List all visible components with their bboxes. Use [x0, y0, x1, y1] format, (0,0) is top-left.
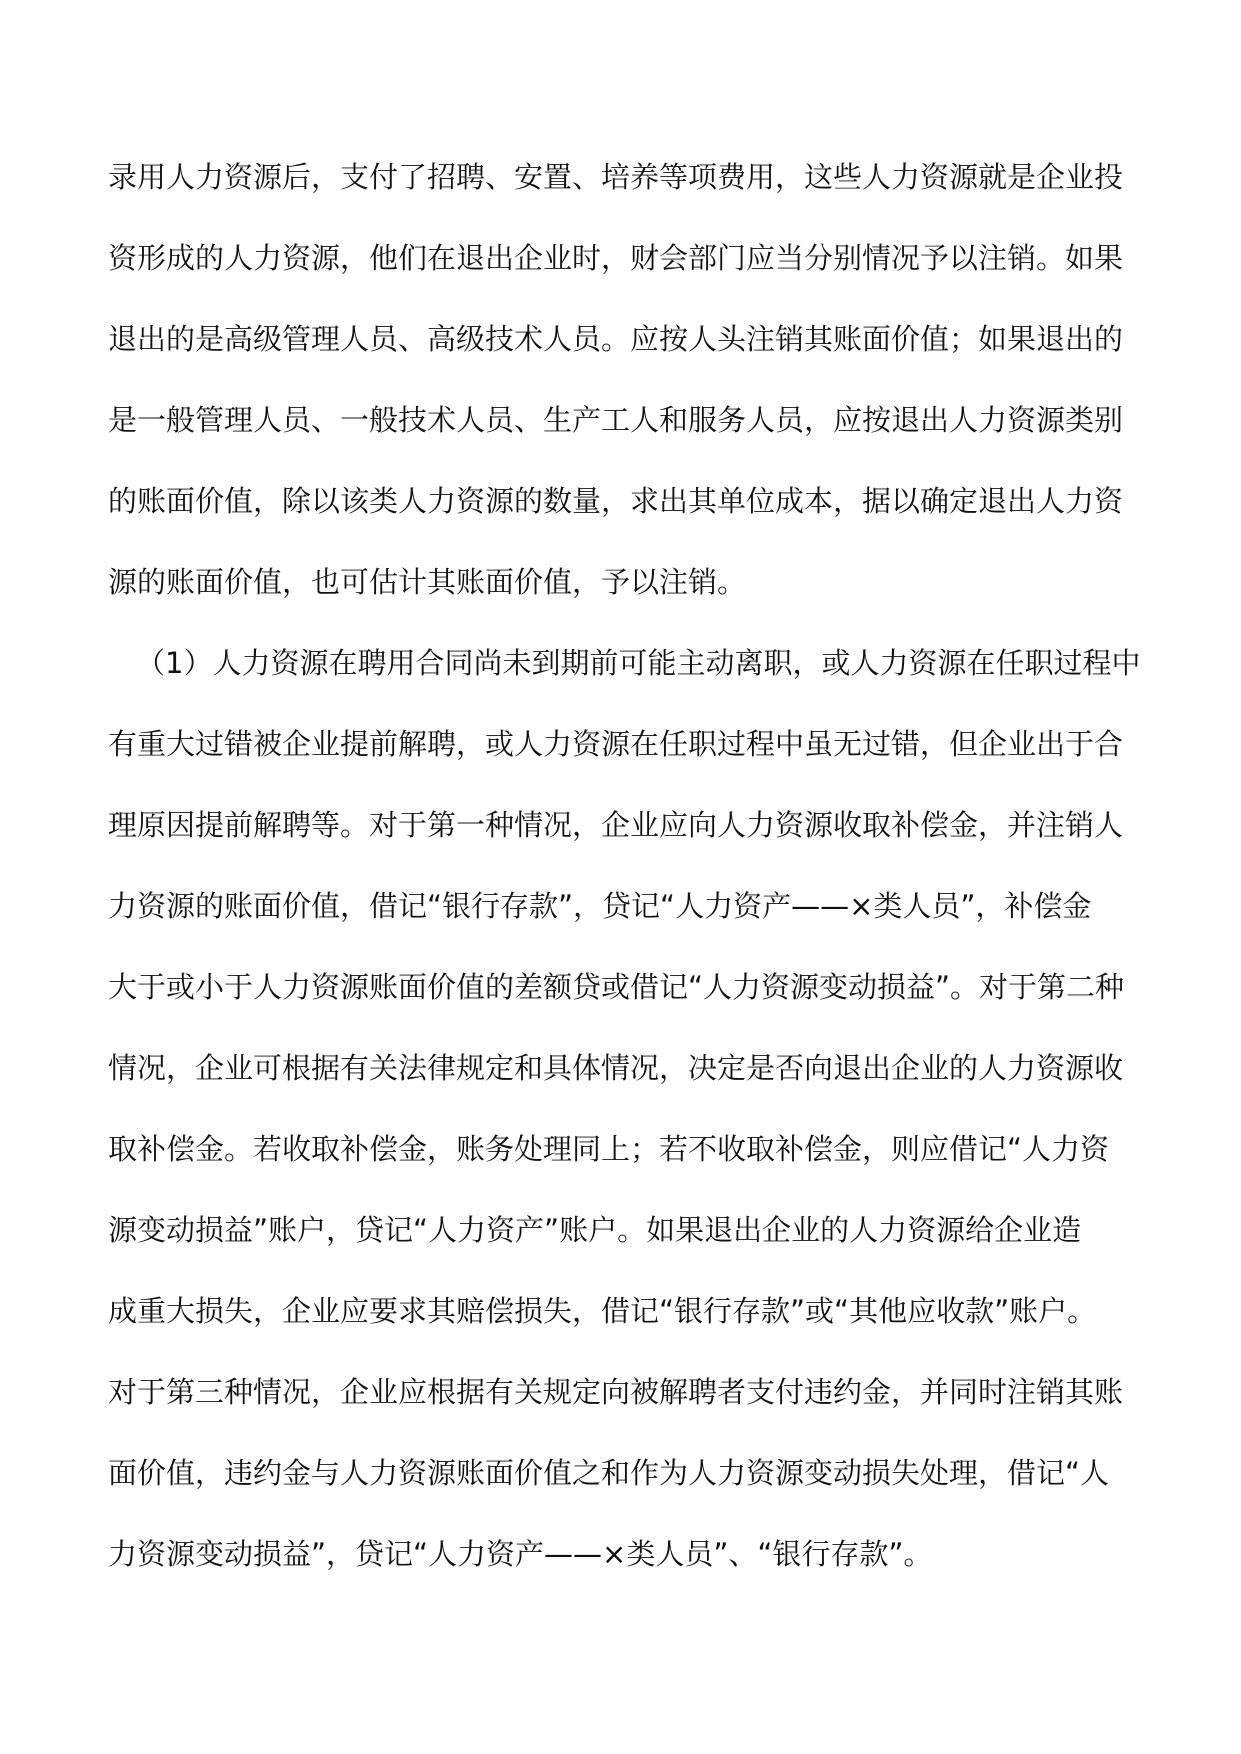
paragraph-1 [108, 162, 1140, 648]
text-line: 录用人力资源后，支付了招聘、安置、培养等项费用，这些人力资源就是企业投 [108, 162, 1124, 194]
text-line: 是一般管理人员、一般技术人员、生产工人和服务人员，应按退出人力资源类别 [108, 405, 1124, 437]
text-line: 对于第三种情况，企业应根据有关规定向被解聘者支付违约金，并同时注销其账 [108, 1377, 1124, 1409]
text-line: 力资源的账面价值，借记“银行存款”，贷记“人力资产——×类人员”，补偿金 [108, 891, 1092, 923]
paragraph-2 [108, 648, 1140, 1620]
text-line: （1）人力资源在聘用合同尚未到期前可能主动离职，或人力资源在任职过程中 [136, 648, 1140, 680]
text-line: 退出的是高级管理人员、高级技术人员。应按人头注销其账面价值；如果退出的 [108, 324, 1124, 356]
text-line: 成重大损失，企业应要求其赔偿损失，借记“银行存款”或“其他应收款”账户。 [108, 1296, 1097, 1328]
text-line: 有重大过错被企业提前解聘，或人力资源在任职过程中虽无过错，但企业出于合 [108, 729, 1124, 761]
document-body [108, 162, 1140, 1620]
text-line: 大于或小于人力资源账面价值的差额贷或借记“人力资源变动损益”。对于第二种 [108, 972, 1125, 1004]
text-line: 资形成的人力资源，他们在退出企业时，财会部门应当分别情况予以注销。如果 [108, 243, 1124, 275]
text-line: 理原因提前解聘等。对于第一种情况，企业应向人力资源收取补偿金，并注销人 [108, 810, 1124, 842]
text-line: 情况，企业可根据有关法律规定和具体情况，决定是否向退出企业的人力资源收 [108, 1053, 1124, 1085]
text-line: 的账面价值，除以该类人力资源的数量，求出其单位成本，据以确定退出人力资 [108, 486, 1124, 518]
text-line: 面价值，违约金与人力资源账面价值之和作为人力资源变动损失处理，借记“人 [108, 1458, 1110, 1490]
text-line: 力资源变动损益”，贷记“人力资产——×类人员”、“银行存款”。 [108, 1539, 933, 1571]
text-line: 源变动损益”账户，贷记“人力资产”账户。如果退出企业的人力资源给企业造 [108, 1215, 1082, 1247]
text-line: 源的账面价值，也可估计其账面价值，予以注销。 [108, 567, 747, 599]
text-line: 取补偿金。若收取补偿金，账务处理同上；若不收取补偿金，则应借记“人力资 [108, 1134, 1110, 1166]
